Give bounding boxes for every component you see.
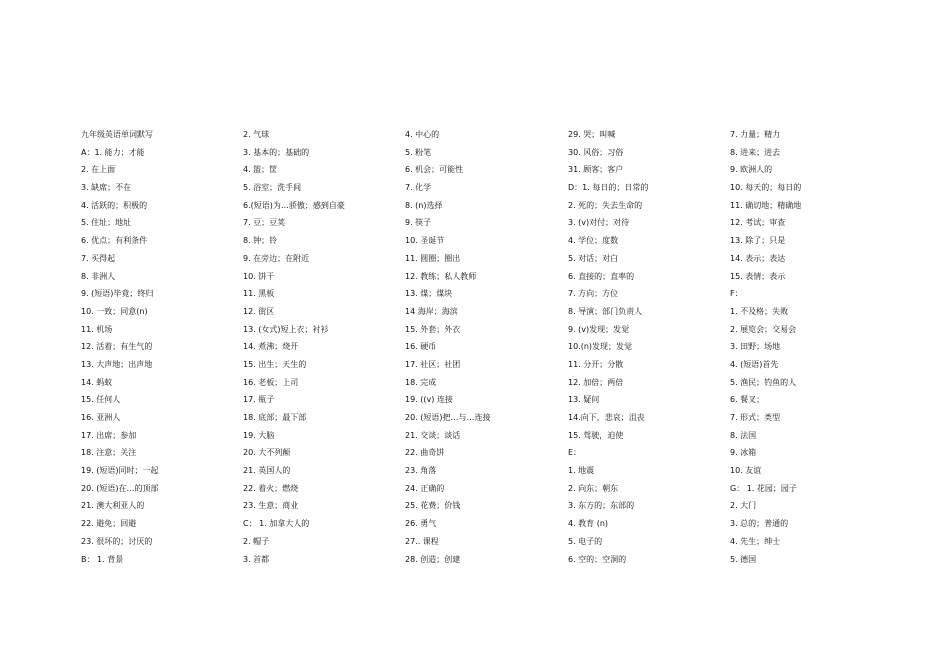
vocab-line: 4. 教育 (n) xyxy=(568,519,609,529)
vocab-line: 5. 住址；地址 xyxy=(81,218,132,228)
vocab-line: 6. 空的；空洞的 xyxy=(568,554,627,564)
vocab-line: 13. 除了；只是 xyxy=(730,236,786,246)
vocab-line: 16. 硬币 xyxy=(405,342,437,352)
vocab-line: 6. 直接的；直率的 xyxy=(568,271,635,281)
vocab-line: 3. (v)对付；对待 xyxy=(568,218,630,228)
vocab-line: 3. 东方的；东部的 xyxy=(568,501,635,511)
vocab-line: 4. 学位；度数 xyxy=(568,236,619,246)
vocab-line: 20. (短语)在…的顶部 xyxy=(81,483,159,493)
vocab-line: 2. 气球 xyxy=(243,130,270,139)
vocab-line: 23. 生意；商业 xyxy=(243,501,299,511)
vocab-line: 21. 澳大利亚人的 xyxy=(81,501,145,511)
vocab-line: 10. 友谊 xyxy=(730,466,762,476)
vocab-line: 15. 表情；表示 xyxy=(730,271,786,281)
vocab-line: 5. 德国 xyxy=(730,554,757,564)
vocab-line: 5. 渔民；钓鱼的人 xyxy=(730,377,797,387)
vocab-line: 8. 导演；部门负责人 xyxy=(568,306,643,316)
vocab-line: 9. (短语)毕竟；终归 xyxy=(81,289,154,299)
vocab-line: 12. 加倍；两倍 xyxy=(568,377,624,387)
vocab-line: 22. 曲奇饼 xyxy=(405,448,445,458)
vocab-line: 14. 煮沸；烧开 xyxy=(243,342,299,352)
vocab-line: 30. 风俗；习俗 xyxy=(568,147,624,157)
vocab-line: 12. 活着；有生气的 xyxy=(81,342,153,352)
vocab-line: 4. 先生；绅士 xyxy=(730,536,781,546)
vocab-line: 20. 大不列颠 xyxy=(243,448,291,458)
vocab-line: 5. 电子的 xyxy=(568,536,603,546)
vocab-line: 21. 英国人的 xyxy=(243,466,291,476)
vocab-line: 2. 大门 xyxy=(730,501,757,511)
vocab-line: 3. 首都 xyxy=(243,554,270,564)
vocab-line: 10. 一致；同意(n) xyxy=(81,306,148,316)
vocab-line: 15. 驾驶，迫使 xyxy=(568,430,624,440)
vocab-line: 5. 对话；对白 xyxy=(568,253,619,263)
vocab-line: 12. 考试；审查 xyxy=(730,218,786,228)
word-column-2 xyxy=(243,126,401,568)
vocab-line: 25. 花费；价钱 xyxy=(405,501,461,511)
vocab-line: 5. 浴室；洗手间 xyxy=(243,183,302,193)
vocab-line: 14. 表示；表达 xyxy=(730,253,786,263)
vocab-line: 10. 每天的；每日的 xyxy=(730,183,802,193)
vocab-line: 9. 冰箱 xyxy=(730,448,757,458)
vocab-line: 22. 避免；回避 xyxy=(81,519,137,529)
vocab-line: 9. (v)发现；发觉 xyxy=(568,324,630,334)
vocab-line: 7. 买得起 xyxy=(81,253,116,263)
word-column-5 xyxy=(730,126,888,568)
vocab-line: 4. 篮；筐 xyxy=(243,165,278,175)
vocab-line: 7. 化学 xyxy=(405,183,432,193)
vocab-line: 24. 正确的 xyxy=(405,483,445,493)
vocab-line: 13. 大声地；出声地 xyxy=(81,359,153,369)
vocab-line: 31. 顾客；客户 xyxy=(568,165,624,175)
vocab-line: 1. 地震 xyxy=(568,466,595,476)
vocab-line: 8. (n)选择 xyxy=(405,200,443,210)
vocab-line: 13. 煤；煤块 xyxy=(405,289,453,299)
word-column-4 xyxy=(568,126,726,568)
vocab-line: 9. 筷子 xyxy=(405,218,432,228)
vocab-line: 16. 老板；上司 xyxy=(243,377,299,387)
vocab-line: 11. 机场 xyxy=(81,324,113,334)
vocab-line: 17. 社区；社团 xyxy=(405,359,461,369)
vocab-line: 17. 出席；参加 xyxy=(81,430,137,440)
vocab-line: 11. 分开；分散 xyxy=(568,359,624,369)
vocab-line: 16. 亚洲人 xyxy=(81,413,121,422)
vocab-line: 7. 豆；豆荚 xyxy=(243,218,286,228)
vocab-line: 29. 哭；叫喊 xyxy=(568,130,616,139)
vocab-line: 15. 外套；外衣 xyxy=(405,324,461,334)
vocab-line: 2. 展览会；交易会 xyxy=(730,324,797,334)
vocab-line: 18. 底部；最下部 xyxy=(243,413,307,422)
vocab-line: 17. 瓶子 xyxy=(243,395,275,405)
vocab-line: 22. 着火；燃烧 xyxy=(243,483,299,493)
vocab-line: 18. 注意；关注 xyxy=(81,448,137,458)
vocab-line: 4. (短语)首先 xyxy=(730,359,779,369)
vocab-line: 2. 帽子 xyxy=(243,536,270,546)
vocab-line: 23. 很坏的；讨厌的 xyxy=(81,536,153,546)
vocab-line: 14. 蚂蚁 xyxy=(81,377,113,387)
vocab-line: 1. 不及格；失败 xyxy=(730,306,789,316)
vocab-line: 13. 疑问 xyxy=(568,395,600,405)
vocab-line: 9. 欧洲人的 xyxy=(730,165,773,175)
vocab-line: 19. ((v) 连接 xyxy=(405,395,453,405)
vocab-line: 2. 向东；朝东 xyxy=(568,483,619,493)
vocab-line: 10.(n)发现；发觉 xyxy=(568,342,633,352)
vocab-line: 19. (短语)同时；一起 xyxy=(81,466,159,476)
vocab-line: 6. 餐叉； xyxy=(730,395,765,405)
vocab-line: 15. 任何人 xyxy=(81,395,121,405)
vocab-line: 14 海岸；海滨 xyxy=(405,306,458,316)
vocab-line: 6.(短语)为…骄傲；感到自豪 xyxy=(243,200,345,210)
vocab-line: 5. 粉笔 xyxy=(405,147,432,157)
vocab-line: F： xyxy=(730,289,743,299)
vocab-line: 11. 确切地；精确地 xyxy=(730,200,802,210)
vocab-line: 4. 活跃的；积极的 xyxy=(81,200,148,210)
vocab-line: 6. 优点；有利条件 xyxy=(81,236,148,246)
vocab-line: 19. 大脑 xyxy=(243,430,275,440)
vocab-line: 8. 进来；进去 xyxy=(730,147,781,157)
vocab-line: 7. 力量；精力 xyxy=(730,130,781,139)
vocab-line: 26. 勇气 xyxy=(405,519,437,529)
vocab-line: 8. 钟；铃 xyxy=(243,236,278,246)
vocab-line: D：1. 每日的；日常的 xyxy=(568,183,649,193)
vocab-line: G： 1. 花园；园子 xyxy=(730,483,797,493)
word-column-3 xyxy=(405,126,563,568)
vocab-line: 3. 总的；普通的 xyxy=(730,519,789,529)
vocab-line: 6. 机会；可能性 xyxy=(405,165,464,175)
vocab-line: C： 1. 加拿大人的 xyxy=(243,519,310,529)
vocab-line: 2. 在上面 xyxy=(81,165,116,175)
vocab-line: 23. 角落 xyxy=(405,466,437,476)
vocab-line: 4. 中心的 xyxy=(405,130,440,139)
vocab-line: 10. 饼干 xyxy=(243,271,275,281)
vocab-line: 9. 在旁边；在附近 xyxy=(243,253,310,263)
vocab-line: 12. 街区 xyxy=(243,306,275,316)
vocab-line: 12. 教练；私人教师 xyxy=(405,271,477,281)
vocab-line: 2. 死的；失去生命的 xyxy=(568,200,643,210)
vocab-line: 21. 交谈；谈话 xyxy=(405,430,461,440)
vocab-line: 11. 圆圈；圈出 xyxy=(405,253,461,263)
vocab-line: A：1. 能力；才能 xyxy=(81,147,145,157)
vocab-line: 3. 基本的；基础的 xyxy=(243,147,310,157)
vocab-line: 8. 非洲人 xyxy=(81,271,116,281)
vocab-line: 3. 缺席；不在 xyxy=(81,183,132,193)
vocab-line: 九年级英语单词默写 xyxy=(81,130,153,139)
vocab-line: 10. 圣诞节 xyxy=(405,236,445,246)
vocab-line: 13. (女式)短上衣；衬衫 xyxy=(243,324,329,334)
vocab-line: 28. 创造；创建 xyxy=(405,554,461,564)
vocab-line: 27.. 课程 xyxy=(405,536,439,546)
vocab-line: 7. 方向；方位 xyxy=(568,289,619,299)
vocab-line: B： 1. 背景 xyxy=(81,554,124,564)
vocab-line: 11. 黑板 xyxy=(243,289,275,299)
vocab-line: 20. (短语)把…与…连接 xyxy=(405,413,491,422)
vocab-line: E： xyxy=(568,448,582,458)
vocab-line: 18. 完成 xyxy=(405,377,437,387)
word-column-1 xyxy=(81,126,239,568)
vocab-line: 14.向下，悲哀；沮丧 xyxy=(568,413,645,422)
vocab-line: 3. 田野；场地 xyxy=(730,342,781,352)
vocab-line: 7. 形式；类型 xyxy=(730,413,781,422)
vocab-line: 8. 法国 xyxy=(730,430,757,440)
vocab-line: 15. 出生；天生的 xyxy=(243,359,307,369)
